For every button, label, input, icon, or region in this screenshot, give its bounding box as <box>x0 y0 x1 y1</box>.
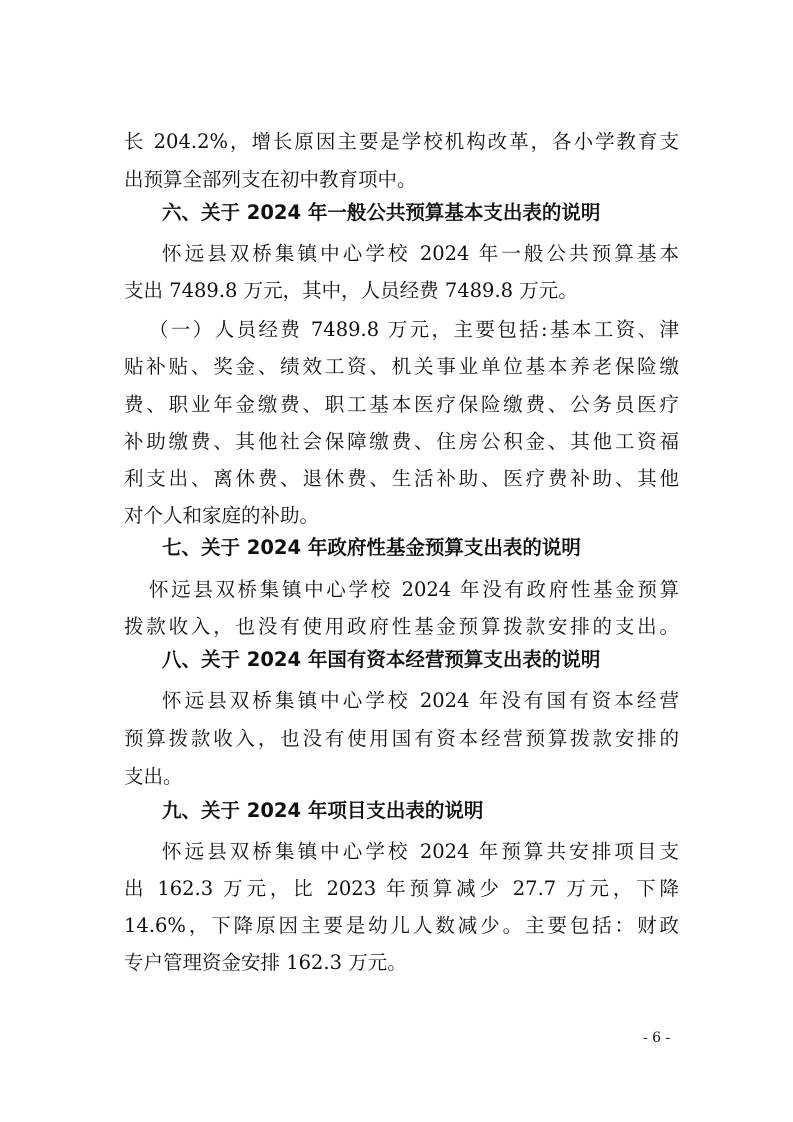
body-text-line: 长 204.2%，增长原因主要是学校机构改革，各小学教育支 <box>124 129 679 153</box>
page-number: - 6 - <box>643 1030 671 1046</box>
body-text-line: 拨款收入，也没有使用政府性基金预算拨款安排的支出。 <box>124 614 679 638</box>
body-text-line: 费、职业年金缴费、职工基本医疗保险缴费、公务员医疗 <box>124 392 679 416</box>
body-text-line: 预算拨款收入，也没有使用国有资本经营预算拨款安排的 <box>124 726 679 750</box>
body-text-line: 补助缴费、其他社会保障缴费、住房公积金、其他工资福 <box>124 429 679 453</box>
body-text-line: 出预算全部列支在初中教育项中。 <box>124 167 417 191</box>
body-text-line: （一）人员经费 7489.8 万元，主要包括:基本工资、津 <box>149 317 679 341</box>
body-text-line: 对个人和家庭的补助。 <box>124 503 320 527</box>
section-heading-8: 八、关于 2024 年国有资本经营预算支出表的说明 <box>162 648 601 672</box>
section-heading-9: 九、关于 2024 年项目支出表的说明 <box>162 799 484 823</box>
section-heading-7: 七、关于 2024 年政府性基金预算支出表的说明 <box>162 536 581 560</box>
body-text-line: 怀远县双桥集镇中心学校 2024 年预算共安排项目支 <box>162 839 679 863</box>
body-text-line: 14.6%，下降原因主要是幼儿人数减少。主要包括：财政 <box>124 913 679 937</box>
body-text-line: 专户管理资金安排 162.3 万元。 <box>124 950 407 974</box>
body-text-line: 怀远县双桥集镇中心学校 2024 年一般公共预算基本 <box>162 241 679 265</box>
body-text-line: 贴补贴、奖金、绩效工资、机关事业单位基本养老保险缴 <box>124 354 679 378</box>
body-text-line: 利支出、离休费、退休费、生活补助、医疗费补助、其他 <box>124 466 679 490</box>
body-text-line: 支出 7489.8 万元，其中，人员经费 7489.8 万元。 <box>124 278 578 302</box>
section-heading-6: 六、关于 2024 年一般公共预算基本支出表的说明 <box>162 201 601 225</box>
body-text-line: 怀远县双桥集镇中心学校 2024 年没有政府性基金预算 <box>149 577 679 601</box>
body-text-line: 支出。 <box>124 764 183 788</box>
body-text-line: 出 162.3 万元，比 2023 年预算减少 27.7 万元，下降 <box>124 876 679 900</box>
body-text-line: 怀远县双桥集镇中心学校 2024 年没有国有资本经营 <box>162 688 679 712</box>
